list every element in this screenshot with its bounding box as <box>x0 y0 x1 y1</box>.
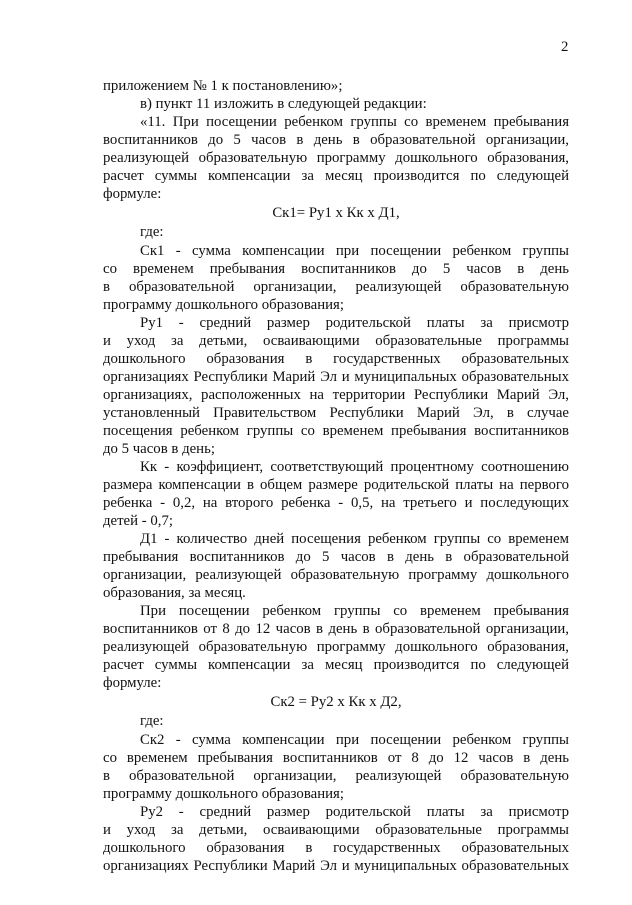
text-line: Ру2 - средний размер родительской платы за присмотр <box>140 804 569 820</box>
text-line: формуле: <box>103 186 162 202</box>
text-line: приложением № 1 к постановлению»; <box>103 78 343 94</box>
text-line: со временем пребывания воспитанников до 5 часов в день <box>103 261 569 277</box>
text-line: и уход за детьми, осваивающими образовательные программы <box>103 822 569 838</box>
text-line: организациях Республики Марий Эл и муниципальных образовательных <box>103 369 569 385</box>
text-line: дошкольного образования в государственных образовательных <box>103 840 569 856</box>
text-line: расчет суммы компенсации за месяц производится по следующей <box>103 657 569 673</box>
text-line: пребывания воспитанников до 5 часов в день в образовательной <box>103 549 569 565</box>
text-line: в) пункт 11 изложить в следующей редакции: <box>140 96 427 112</box>
text-line: посещения ребенком группы со временем пребывания воспитанников <box>103 423 569 439</box>
text-line: расчет суммы компенсации за месяц производится по следующей <box>103 168 569 184</box>
text-line: установленный Правительством Республики Марий Эл, в случае <box>103 405 569 421</box>
text-line: и уход за детьми, осваивающими образовательные программы <box>103 333 569 349</box>
text-line: Д1 - количество дней посещения ребенком группы со временем <box>140 531 569 547</box>
formula-1: Ск1= Ру1 х Кк х Д1, <box>272 205 400 221</box>
text-line: детей - 0,7; <box>103 513 173 529</box>
text-line: организации, реализующей образовательную программу дошкольного <box>103 567 569 583</box>
text-line: до 5 часов в день; <box>103 441 215 457</box>
text-line: воспитанников до 5 часов в день в образовательной организации, <box>103 132 569 148</box>
text-line: в образовательной организации, реализующей образовательную <box>103 768 569 784</box>
text-line: ребенка - 0,2, на второго ребенка - 0,5, на третьего и последующих <box>103 495 569 511</box>
text-line: где: <box>140 224 164 240</box>
text-line: воспитанников от 8 до 12 часов в день в образовательной организации, <box>103 621 569 637</box>
text-line: в образовательной организации, реализующей образовательную <box>103 279 569 295</box>
formula-2: Ск2 = Ру2 х Кк х Д2, <box>270 694 402 710</box>
text-line: со временем пребывания воспитанников от 8 до 12 часов в день <box>103 750 569 766</box>
text-line: При посещении ребенком группы со временем пребывания <box>140 603 569 619</box>
text-line: Ру1 - средний размер родительской платы за присмотр <box>140 315 569 331</box>
text-line: реализующей образовательную программу дошкольного образования, <box>103 150 569 166</box>
text-line: размера компенсации в общем размере родительской платы на первого <box>103 477 569 493</box>
text-line: Ск2 - сумма компенсации при посещении ребенком группы <box>140 732 569 748</box>
text-line: организациях Республики Марий Эл и муниципальных образовательных <box>103 858 569 874</box>
text-line: программу дошкольного образования; <box>103 297 344 313</box>
page-number: 2 <box>561 39 569 55</box>
text-line: организациях, расположенных на территории Республики Марий Эл, <box>103 387 569 403</box>
text-line: дошкольного образования в государственных образовательных <box>103 351 569 367</box>
text-line: реализующей образовательную программу дошкольного образования, <box>103 639 569 655</box>
text-line: Ск1 - сумма компенсации при посещении ребенком группы <box>140 243 569 259</box>
text-line: программу дошкольного образования; <box>103 786 344 802</box>
text-line: Кк - коэффициент, соответствующий процентному соотношению <box>140 459 569 475</box>
text-line: «11. При посещении ребенком группы со временем пребывания <box>140 114 569 130</box>
text-line: формуле: <box>103 675 162 691</box>
text-line: где: <box>140 713 164 729</box>
text-line: образования, за месяц. <box>103 585 246 601</box>
